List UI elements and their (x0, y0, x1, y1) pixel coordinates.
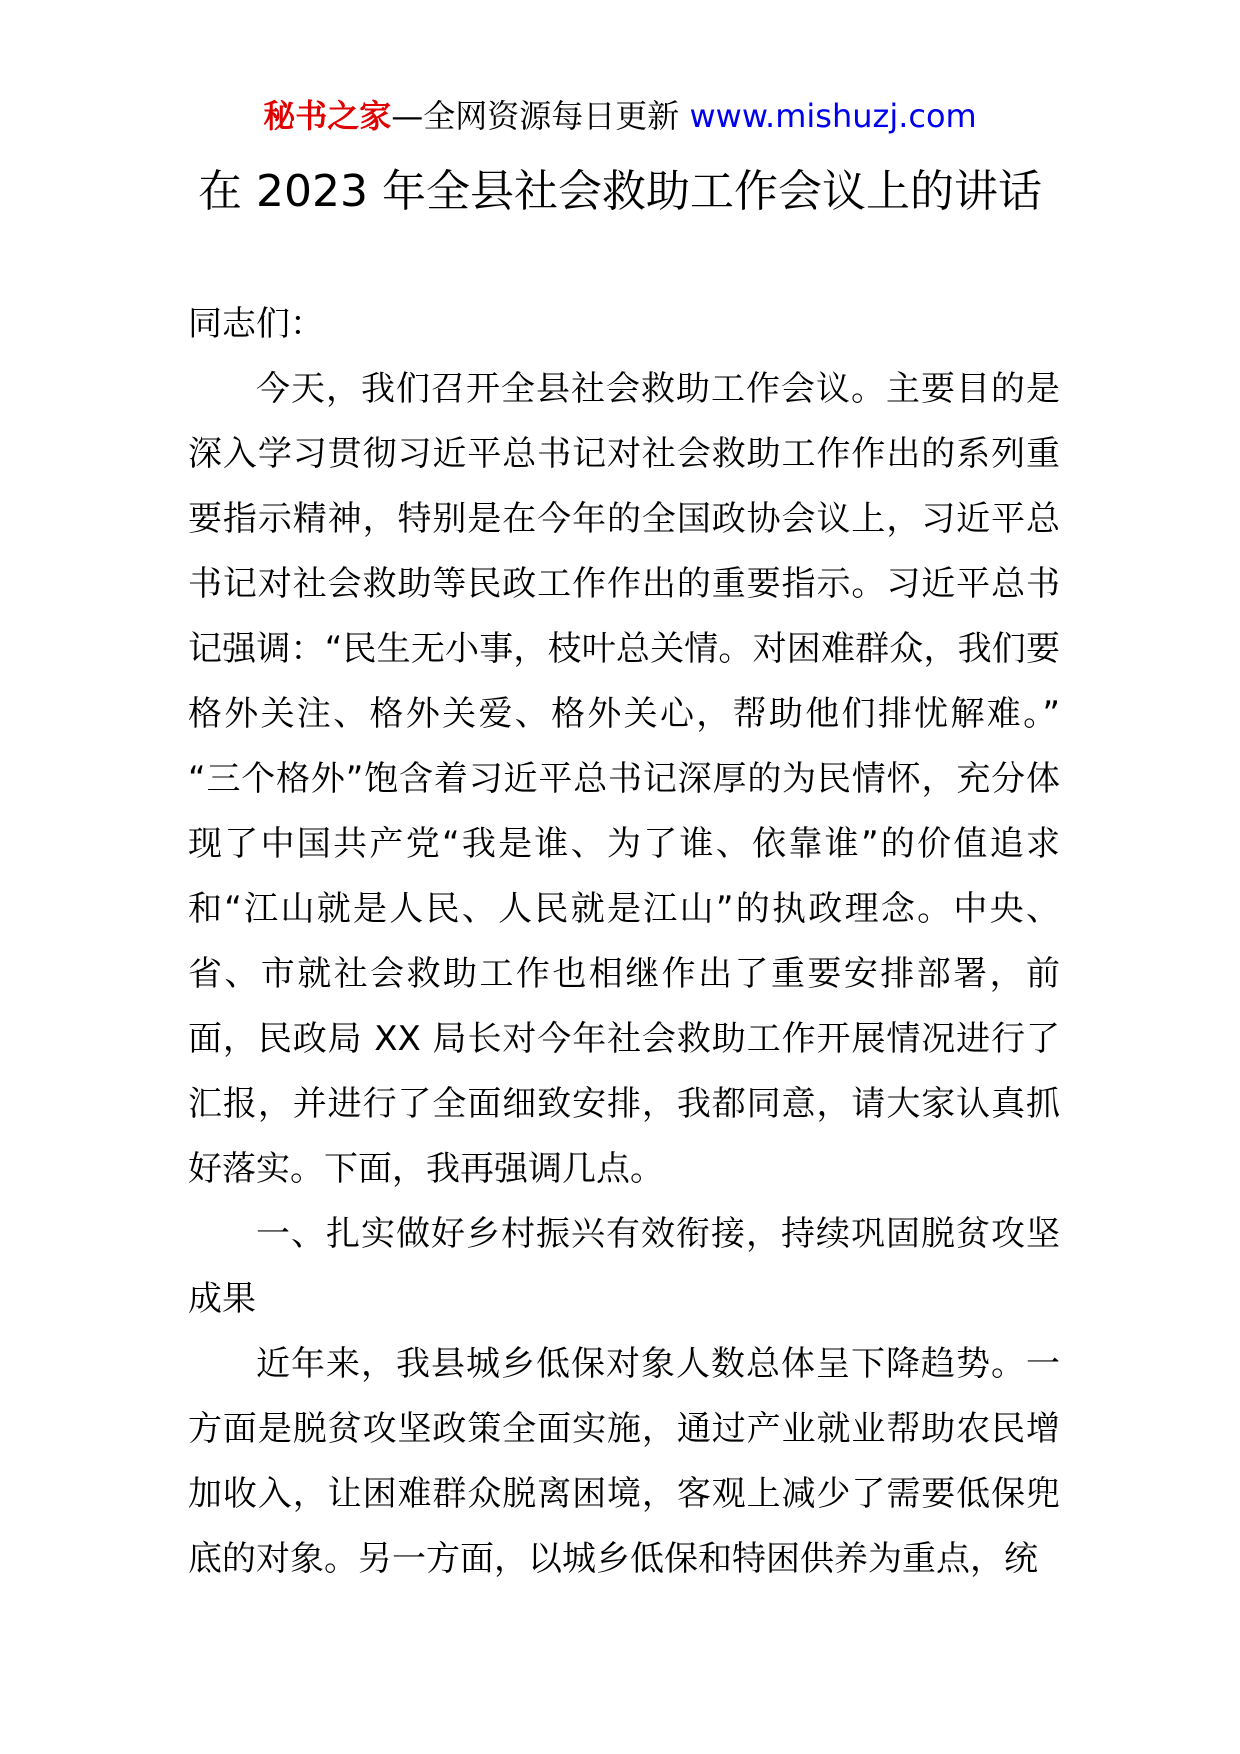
site-name: 秘书之家 (263, 97, 392, 135)
document-title: 在 2023 年全县社会救助工作会议上的讲话 (198, 166, 1042, 217)
site-url-link[interactable]: www.mishuzj.com (689, 97, 977, 135)
document-body (188, 292, 1060, 1592)
site-slogan: —全网资源每日更新 (391, 97, 690, 135)
salutation: 同志们： (188, 304, 324, 344)
paragraph: 今天，我们召开全县社会救助工作会议。主要目的是深入学习贯彻习近平总书记对社会救助工作作出的系列重要指示精神，特别是在今年的全国政协会议上，习近平总书记对社会救助等民政工作作出的重要指示。习近平总书记强调：“民生无小事，枝叶总关情。对困难群众，我们要格外关注、格外关爱、格外关心，帮助他们排忧解难。” “三个格外”饱含着习近平总书记深厚的为民情怀，充分体现了中国共产党“我是谁、为了谁、依靠谁”的价值追求和“江山就是人民、人民就是江山”的执政理念。中央、省、市就社会救助工作也相继作出了重要安排部署，前面，民政局 XX 局长对今年社会救助工作开展情况进行了汇报，并进行了全面细致安排，我都同意，请大家认真抓好落实。下面，我再强调几点。 (188, 369, 1060, 1189)
section-heading: 一、扎实做好乡村振兴有效衔接，持续巩固脱贫攻坚成果 (188, 1214, 1060, 1319)
site-header (0, 96, 1240, 136)
paragraph: 近年来，我县城乡低保对象人数总体呈下降趋势。一方面是脱贫攻坚政策全面实施，通过产业就业帮助农民增加收入，让困难群众脱离困境，客观上减少了需要低保兜底的对象。另一方面，以城乡低保和特困供养为重点，统 (188, 1344, 1060, 1579)
